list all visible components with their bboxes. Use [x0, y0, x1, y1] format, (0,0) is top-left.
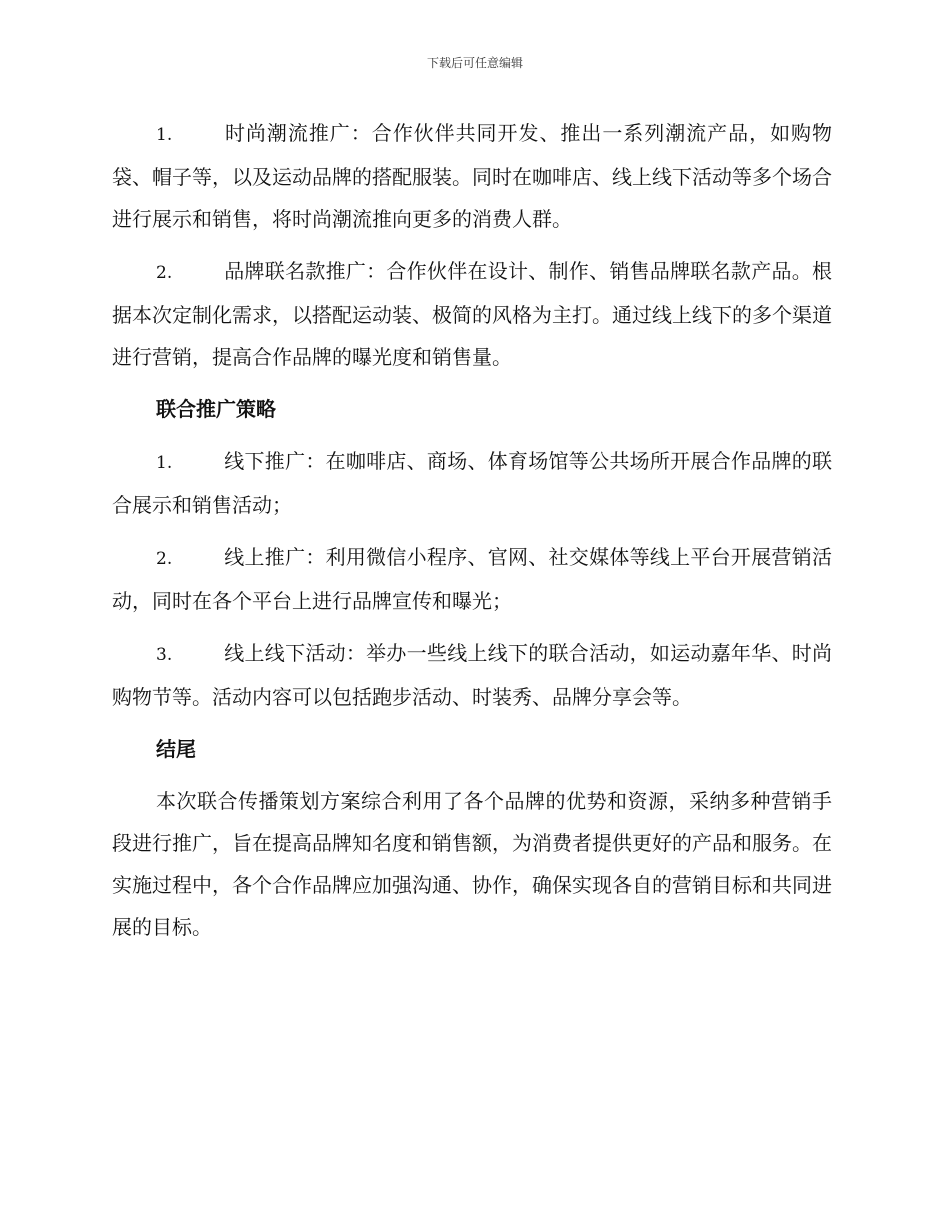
document-body [112, 112, 832, 958]
list-item [112, 112, 832, 240]
list-number: 1. [156, 125, 173, 145]
list-number: 3. [156, 645, 173, 665]
list-number: 1. [156, 453, 173, 473]
section-heading-joint-promotion: 联合推广策略 [156, 397, 276, 421]
list-item [112, 536, 832, 622]
list-item-text: 时尚潮流推广：合作伙伴共同开发、推出一系列潮流产品，如购物袋、帽子等，以及运动品牌的搭配服装。同时在咖啡店、线上线下活动等多个场合进行展示和销售，将时尚潮流推向更多的消费人群。 [112, 121, 832, 231]
list-item-text: 线上线下活动：举办一些线上线下的联合活动，如运动嘉年华、时尚购物节等。活动内容可以包括跑步活动、时装秀、品牌分享会等。 [112, 641, 832, 709]
list-item [112, 250, 832, 378]
list-item-text: 线下推广：在咖啡店、商场、体育场馆等公共场所开展合作品牌的联合展示和销售活动； [112, 449, 832, 517]
list-item [112, 440, 832, 526]
page-header: 下载后可任意编辑 [426, 56, 523, 70]
list-item-text: 线上推广：利用微信小程序、官网、社交媒体等线上平台开展营销活动，同时在各个平台上进行品牌宣传和曝光； [112, 545, 832, 613]
section-heading-conclusion: 结尾 [156, 737, 196, 761]
conclusion-paragraph: 本次联合传播策划方案综合利用了各个品牌的优势和资源，采纳多种营销手段进行推广，旨在提高品牌知名度和销售额，为消费者提供更好的产品和服务。在实施过程中，各个合作品牌应加强沟通、协作，确保实现各自的营销目标和共同进展的目标。 [112, 789, 832, 939]
list-number: 2. [156, 549, 173, 569]
list-item-text: 品牌联名款推广：合作伙伴在设计、制作、销售品牌联名款产品。根据本次定制化需求，以搭配运动装、极简的风格为主打。通过线上线下的多个渠道进行营销，提高合作品牌的曝光度和销售量。 [112, 259, 832, 369]
list-item [112, 632, 832, 718]
list-number: 2. [156, 263, 173, 283]
